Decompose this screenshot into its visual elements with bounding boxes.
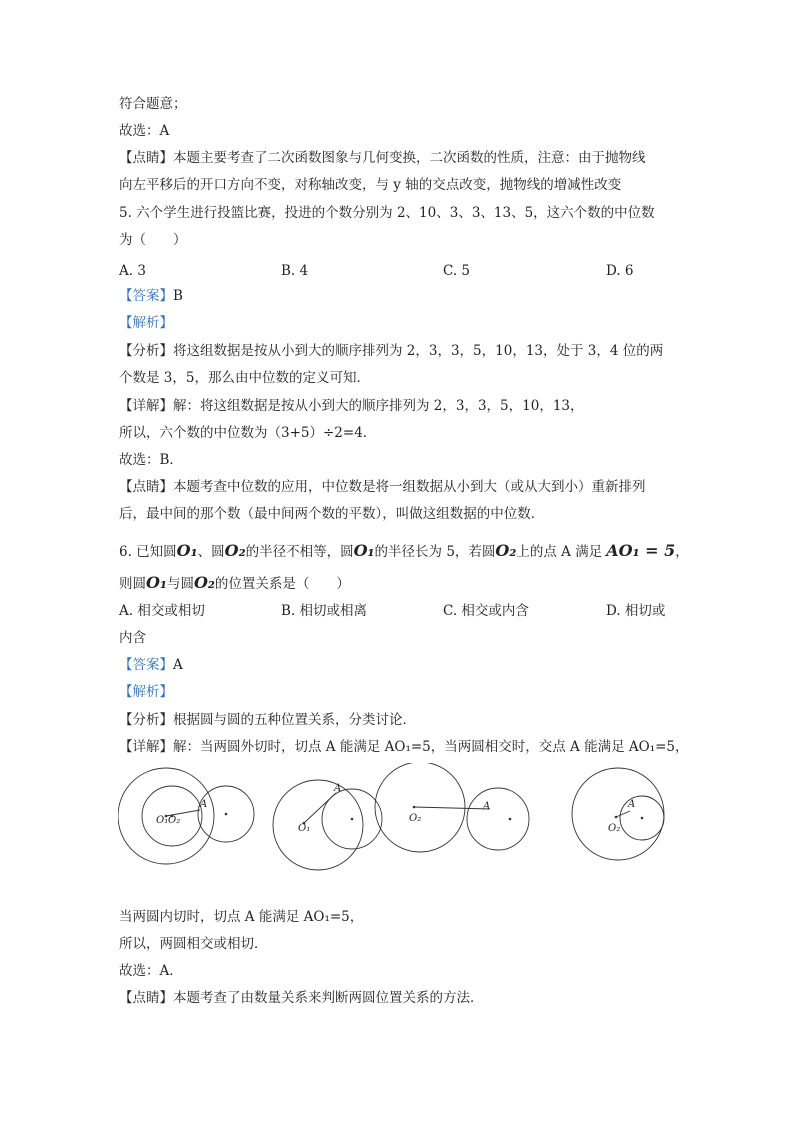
q5-option-a: A. 3 xyxy=(119,263,146,279)
q5-dianjing xyxy=(119,477,646,497)
xiangjie-text: 解：将这组数据是按从小到大的顺序排列为 2，3，3，5，10，13， xyxy=(173,398,584,414)
q6-option-b: B. 相切或相离 xyxy=(281,603,368,619)
q6-fenxi xyxy=(119,710,416,730)
q6-text: 、圆 xyxy=(197,544,225,560)
question-5-stem-cont: 为（ ） xyxy=(119,232,187,248)
equation-ao1: AO₁ = 5 xyxy=(606,541,676,560)
o1-symbol: O₁ xyxy=(146,573,167,592)
q5-fenxi-cont: 个数是 3，5，那么由中位数的定义可知． xyxy=(119,370,370,386)
q5-fenxi xyxy=(119,341,663,361)
label-o2: O₂ xyxy=(409,813,422,824)
answer-value: A xyxy=(173,657,183,673)
note-tag: 【点睛】 xyxy=(119,150,173,166)
label-o2: O₂ xyxy=(608,823,621,834)
circles-figure xyxy=(118,763,678,883)
q5-choose: 故选：B． xyxy=(119,452,183,468)
text-line: 向左平移后的开口方向不变，对称轴改变，与 y 轴的交点改变，抛物线的增减性改变 xyxy=(119,177,622,193)
fenxi-tag: 【分析】 xyxy=(119,343,173,359)
q6-text: 上的点 A 满足 xyxy=(516,544,603,560)
xiangjie-text: 解：当两圆外切时，切点 A 能满足 AO₁=5，当两圆相交时，交点 A 能满足 AO₁=5， xyxy=(173,739,689,755)
q5-xiangjie xyxy=(119,396,584,416)
text-line xyxy=(119,148,646,168)
q6-neiqie: 当两圆内切时，切点 A 能满足 AO₁=5， xyxy=(119,909,364,925)
label-o1: O₁ xyxy=(298,823,311,834)
label-a: A xyxy=(483,801,491,812)
question-6-stem xyxy=(119,541,689,562)
q5-dianjing-cont: 后，最中间的那个数（最中间两个数的平数），叫做这组数据的中位数． xyxy=(119,506,545,522)
q5-option-c: C. 5 xyxy=(443,263,471,279)
dianjing-tag: 【点睛】 xyxy=(119,479,173,495)
q6-text: 的位置关系是（ ） xyxy=(214,576,350,592)
q5-answer xyxy=(119,286,183,306)
q6-analysis-tag: 【解析】 xyxy=(119,684,173,700)
fenxi-text: 将这组数据是按从小到大的顺序排列为 2，3，3，5，10，13，处于 3，4 位的两 xyxy=(173,343,664,359)
xiangjie-tag: 【详解】 xyxy=(119,739,173,755)
q5-so: 所以，六个数的中位数为（3+5）÷2=4． xyxy=(119,425,377,441)
q6-option-d: D. 相切或 xyxy=(606,603,666,619)
q6-option-a: A. 相交或相切 xyxy=(119,603,205,619)
dianjing-tag: 【点睛】 xyxy=(119,990,173,1006)
text-line: 故选：A xyxy=(119,123,170,139)
label-o1: O₁ xyxy=(156,815,169,826)
label-a: A xyxy=(200,799,208,810)
o2-symbol: O₂ xyxy=(224,541,246,560)
fenxi-tag: 【分析】 xyxy=(119,712,173,728)
q6-text: 的半径不相等，圆 xyxy=(245,544,354,560)
label-a: A xyxy=(334,783,342,794)
question-6-stem-cont xyxy=(119,573,350,594)
q5-option-d: D. 6 xyxy=(606,263,634,279)
q6-text: ， xyxy=(675,544,689,560)
q6-choose: 故选：A． xyxy=(119,963,183,979)
dianjing-text: 本题考查中位数的应用，中位数是将一组数据从小到大（或从大到小）重新排列 xyxy=(173,479,646,495)
o1-symbol: O₁ xyxy=(176,541,198,560)
q6-xiangjie xyxy=(119,737,689,757)
q6-option-c: C. 相交或内含 xyxy=(443,603,529,619)
q6-answer xyxy=(119,655,183,675)
q6-text: 与圆 xyxy=(166,576,194,592)
q5-analysis-tag: 【解析】 xyxy=(119,315,173,331)
q6-text: 则圆 xyxy=(119,576,146,592)
o1-symbol: O₁ xyxy=(353,541,375,560)
question-5-stem: 5. 六个学生进行投篮比赛，投进的个数分别为 2、10、3、3、13、5，这六个数的中位数 xyxy=(119,205,655,221)
q5-option-b: B. 4 xyxy=(281,263,309,279)
q6-text: 的半径长为 5，若圆 xyxy=(374,544,496,560)
fenxi-text: 根据圆与圆的五种位置关系，分类讨论． xyxy=(173,712,416,728)
dianjing-text: 本题考查了由数量关系来判断两圆位置关系的方法． xyxy=(173,990,484,1006)
label-a: A xyxy=(628,799,636,810)
q6-text: 6. 已知圆 xyxy=(119,544,177,560)
q6-so: 所以，两圆相交或相切． xyxy=(119,936,268,952)
answer-tag: 【答案】 xyxy=(119,288,173,304)
answer-value: B xyxy=(173,288,183,304)
text-line: 符合题意； xyxy=(119,96,187,112)
q6-dianjing xyxy=(119,988,484,1008)
q6-option-d-cont: 内含 xyxy=(119,630,146,646)
answer-tag: 【答案】 xyxy=(119,657,173,673)
o2-symbol: O₂ xyxy=(495,541,517,560)
xiangjie-tag: 【详解】 xyxy=(119,398,173,414)
label-o2: O₂ xyxy=(168,815,181,826)
o2-symbol: O₂ xyxy=(193,573,215,592)
note-text: 本题主要考查了二次函数图象与几何变换，二次函数的性质，注意：由于抛物线 xyxy=(173,150,646,166)
